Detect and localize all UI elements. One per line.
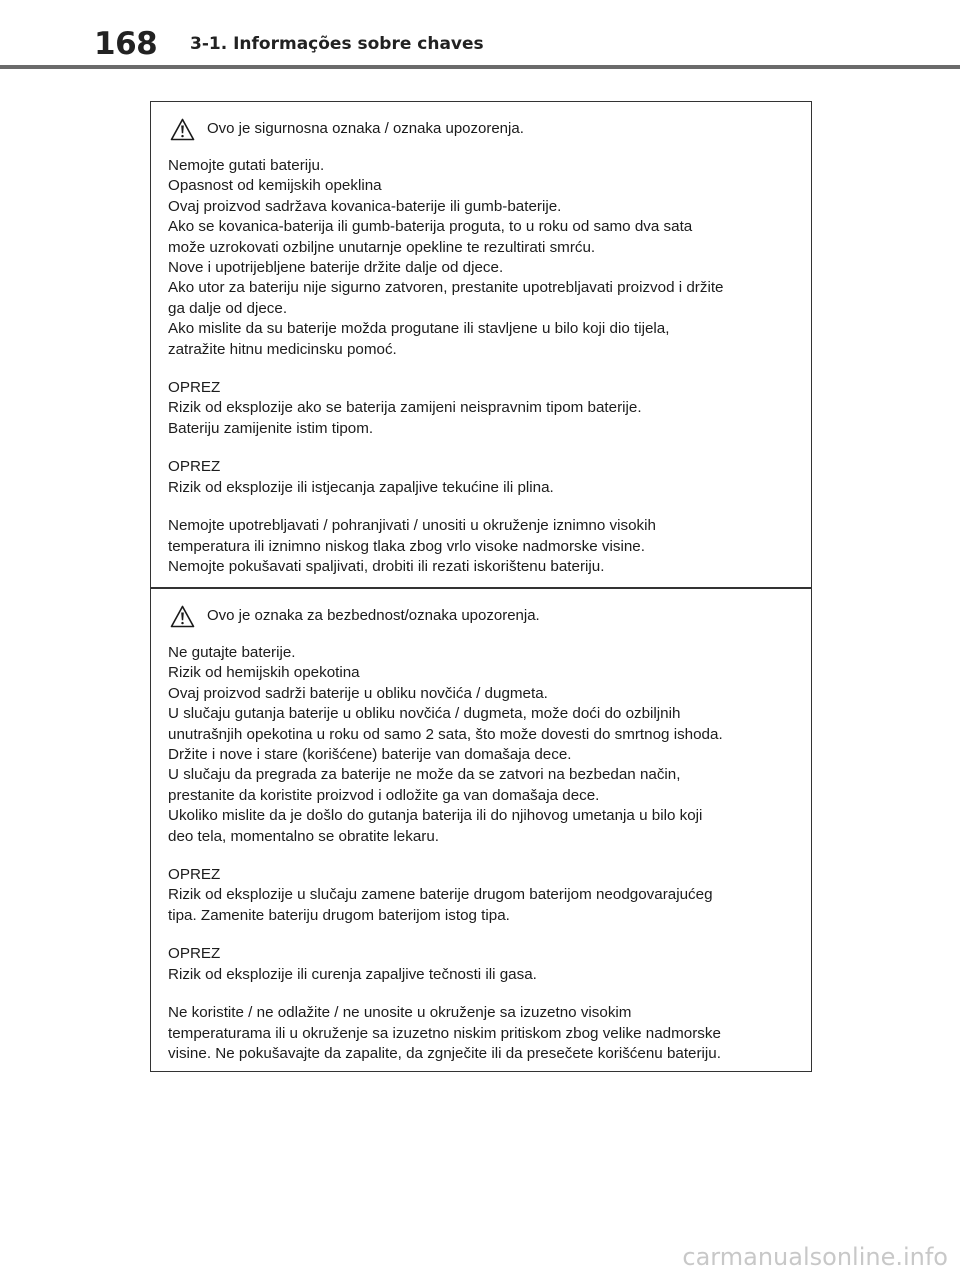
text-line: OPREZ: [168, 945, 221, 963]
text-line: tipa. Zamenite bateriju drugom baterijom istog tipa.: [168, 906, 510, 924]
paragraph: [168, 643, 811, 847]
text-line: U slučaju da pregrada za baterije ne može da se zatvori na bezbedan način,: [168, 766, 681, 784]
paragraph: [168, 944, 811, 985]
text-line: Ako se kovanica-baterija ili gumb-baterija proguta, to u roku od samo dva sata: [168, 218, 693, 236]
text-line: visine. Ne pokušavajte da zapalite, da zgnječite ili da presečete korišćenu bateriju.: [168, 1044, 721, 1062]
text-line: prestanite da koristite proizvod i odložite ga van domašaja dece.: [168, 786, 600, 804]
text-line: zatražite hitnu medicinsku pomoć.: [168, 340, 397, 358]
paragraph: [168, 516, 811, 577]
text-line: temperaturama ili u okruženje sa izuzetno niskim pritiskom zbog velike nadmorske: [168, 1024, 721, 1042]
text-line: Ne koristite / ne odlažite / ne unosite u okruženje sa izuzetno visokim: [168, 1004, 632, 1022]
text-line: OPREZ: [168, 379, 221, 397]
text-line: Ovaj proizvod sadržava kovanica-baterije ili gumb-baterije.: [168, 197, 562, 215]
text-line: Nemojte pokušavati spaljivati, drobiti ili rezati iskorištenu bateriju.: [168, 557, 605, 575]
warning-heading-row: [168, 603, 811, 629]
paragraph: [168, 865, 811, 926]
text-line: OPREZ: [168, 458, 221, 476]
text-line: Ako utor za bateriju nije sigurno zatvoren, prestanite upotrebljavati proizvod i držite: [168, 279, 724, 297]
warning-box-serbian: [150, 588, 812, 1072]
text-line: Ovaj proizvod sadrži baterije u obliku novčića / dugmeta.: [168, 684, 548, 702]
text-line: OPREZ: [168, 866, 221, 884]
header-rule: [0, 65, 960, 69]
text-line: Ukoliko mislite da je došlo do gutanja baterija ili do njihovog umetanja u bilo koji: [168, 807, 703, 825]
text-line: Rizik od eksplozije ili istjecanja zapaljive tekućine ili plina.: [168, 478, 554, 496]
text-line: može uzrokovati ozbiljne unutarnje opekline te rezultirati smrću.: [168, 238, 596, 256]
page-header: [0, 0, 960, 72]
warning-triangle-icon: [170, 605, 195, 628]
text-line: Nemojte gutati bateriju.: [168, 157, 325, 174]
warning-heading: Ovo je oznaka za bezbednost/oznaka upozorenja.: [207, 607, 540, 624]
text-line: Rizik od eksplozije u slučaju zamene baterije drugom baterijom neodgovarajućeg: [168, 886, 713, 904]
text-line: Rizik od eksplozije ili curenja zapaljive tečnosti ili gasa.: [168, 965, 537, 983]
page-number: 168: [94, 26, 158, 62]
paragraph: [168, 1003, 811, 1064]
section-title: 3-1. Informações sobre chaves: [190, 34, 484, 54]
warning-body: [168, 156, 811, 577]
warning-heading: Ovo je sigurnosna oznaka / oznaka upozorenja.: [207, 120, 524, 137]
paragraph: [168, 457, 811, 498]
text-line: U slučaju gutanja baterije u obliku novčića / dugmeta, može doći do ozbiljnih: [168, 705, 681, 723]
text-line: Opasnost od kemijskih opeklina: [168, 177, 382, 195]
text-line: Rizik od eksplozije ako se baterija zamijeni neispravnim tipom baterije.: [168, 399, 642, 417]
text-line: Bateriju zamijenite istim tipom.: [168, 419, 374, 437]
text-line: deo tela, momentalno se obratite lekaru.: [168, 827, 440, 845]
text-line: Ako mislite da su baterije možda progutane ili stavljene u bilo koji dio tijela,: [168, 320, 670, 338]
warning-heading-row: [168, 116, 811, 142]
text-line: Nemojte upotrebljavati / pohranjivati / unositi u okruženje iznimno visokih: [168, 517, 656, 535]
paragraph: [168, 156, 811, 360]
text-line: temperatura ili iznimno niskog tlaka zbog vrlo visoke nadmorske visine.: [168, 537, 645, 555]
text-line: Ne gutajte baterije.: [168, 644, 296, 661]
text-line: Rizik od hemijskih opekotina: [168, 664, 360, 682]
text-line: ga dalje od djece.: [168, 299, 288, 317]
site-watermark: carmanualsonline.info: [682, 1243, 948, 1271]
warning-triangle-icon: [170, 118, 195, 141]
paragraph: [168, 378, 811, 439]
warning-box-croatian: [150, 101, 812, 588]
text-line: Držite i nove i stare (korišćene) baterije van domašaja dece.: [168, 746, 572, 764]
text-line: unutrašnjih opekotina u roku od samo 2 sata, što može dovesti do smrtnog ishoda.: [168, 725, 723, 743]
text-line: Nove i upotrijebljene baterije držite dalje od djece.: [168, 259, 504, 277]
warning-body: [168, 643, 811, 1064]
